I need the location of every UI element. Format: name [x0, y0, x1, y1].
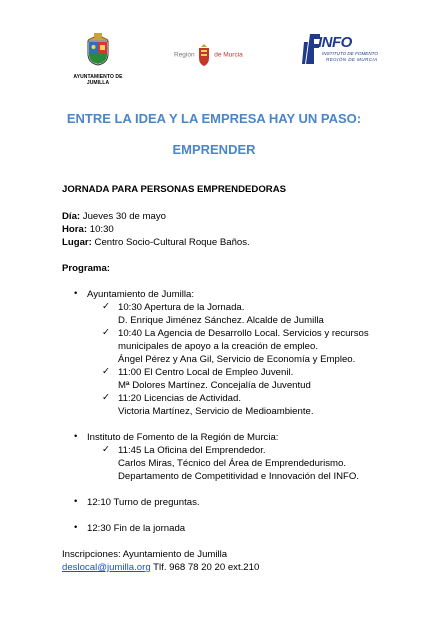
turno-preguntas: 12:10 Turno de preguntas. [87, 497, 200, 508]
checkmark-icon: ✓ [102, 301, 111, 312]
region-murcia-logo [172, 32, 252, 72]
bullet-icon: • [74, 496, 78, 507]
inscripciones: Inscripciones: Ayuntamiento de Jumilla [62, 549, 228, 560]
fin-jornada: 12:30 Fin de la jornada [87, 523, 186, 534]
item-2-line-2: municipales de apoyo a la creación de empleo. [118, 341, 318, 352]
checkmark-icon: ✓ [102, 327, 111, 338]
dia-value: Jueves 30 de mayo [80, 211, 166, 222]
bullet-icon: • [74, 288, 78, 299]
item-4-line-2: Victoria Martínez, Servicio de Medioambiente. [118, 406, 314, 417]
checkmark-icon: ✓ [102, 392, 111, 403]
checkmark-icon: ✓ [102, 366, 111, 377]
item-1-line-2: D. Enrique Jiménez Sánchez. Alcalde de Jumilla [118, 315, 324, 326]
dia-label: Día: [62, 211, 81, 222]
murcia-prefix: Región [174, 51, 195, 59]
item-5-line-2: Carlos Miras, Técnico del Área de Emprendedurismo. [118, 458, 347, 469]
info-subtitle-2: REGIÓN DE MURCIA [326, 57, 378, 62]
item-2-line-3: Ángel Pérez y Ana Gil, Servicio de Economía y Empleo. [118, 354, 356, 365]
murcia-suffix: de Murcia [214, 51, 243, 59]
title-line-2: EMPRENDER [172, 142, 256, 157]
lugar-label: Lugar: [62, 237, 92, 248]
jumilla-shield-icon [84, 32, 112, 66]
header-logos [0, 30, 428, 86]
hora-label: Hora: [62, 224, 88, 235]
item-3-line-2: Mª Dolores Martínez. Concejalía de Juventud [118, 380, 311, 391]
email-link[interactable]: deslocal@jumilla.org [62, 562, 151, 573]
section-2-title: Instituto de Fomento de la Región de Murcia: [87, 432, 279, 443]
region-murcia-text [174, 44, 243, 66]
lugar-value: Centro Socio-Cultural Roque Baños. [91, 237, 250, 248]
section-1-title: Ayuntamiento de Jumilla: [87, 289, 195, 300]
item-3-line-1: 11:00 El Centro Local de Empleo Juvenil. [118, 367, 294, 378]
info-logo [300, 34, 382, 70]
title-line-1: ENTRE LA IDEA Y LA EMPRESA HAY UN PASO: [66, 111, 362, 126]
phone-text: Tlf. 968 78 20 20 ext.210 [150, 562, 260, 573]
info-title: INFO [318, 34, 352, 51]
checkmark-icon: ✓ [102, 444, 111, 455]
hora-value: 10:30 [87, 224, 114, 235]
murcia-crest-icon [198, 44, 210, 66]
item-5-line-3: Departamento de Competitividad e Innovación del INFO. [118, 471, 360, 482]
programa-label: Programa: [62, 263, 110, 274]
item-1-line-1: 10:30 Apertura de la Jornada. [118, 302, 245, 313]
jumilla-caption: AYUNTAMIENTO DE JUMILLA [73, 74, 123, 86]
subtitle: JORNADA PARA PERSONAS EMPRENDEDORAS [62, 184, 287, 195]
jumilla-logo [62, 32, 134, 86]
detail-hora [62, 223, 114, 236]
detail-lugar [62, 236, 250, 249]
item-5-line-1: 11:45 La Oficina del Emprendedor. [118, 445, 266, 456]
detail-dia [62, 210, 166, 223]
bullet-icon: • [74, 431, 78, 442]
bullet-icon: • [74, 522, 78, 533]
contact-line [62, 561, 259, 574]
info-subtitle-1: INSTITUTO DE FOMENTO [322, 51, 378, 56]
item-2-line-1: 10:40 La Agencia de Desarrollo Local. Servicios y recursos [118, 328, 369, 339]
item-4-line-1: 11:20 Licencias de Actividad. [118, 393, 242, 404]
